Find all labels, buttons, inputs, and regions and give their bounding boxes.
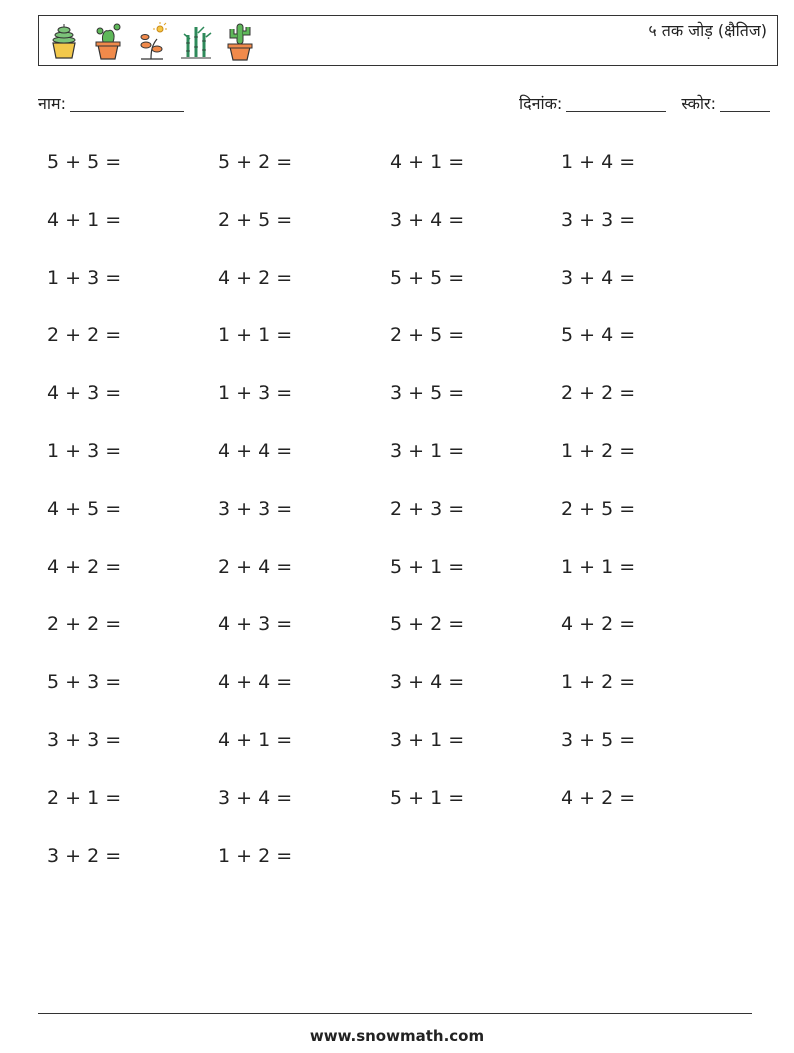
- problem-item: 4 + 2 =: [47, 555, 122, 578]
- problem-item: 5 + 1 =: [390, 555, 465, 578]
- problem-item: 5 + 5 =: [47, 151, 122, 173]
- problem-item: 3 + 4 =: [561, 266, 636, 289]
- problem-item: 3 + 1 =: [390, 729, 465, 751]
- worksheet-title: ५ तक जोड़ (क्षैतिज): [648, 21, 767, 40]
- problem-item: 2 + 1 =: [47, 786, 122, 809]
- problem-item: 1 + 2 =: [561, 671, 636, 694]
- problem-item: 3 + 3 =: [47, 729, 122, 751]
- problem-item: 5 + 5 =: [390, 266, 465, 289]
- problem-item: 2 + 2 =: [47, 324, 122, 347]
- problem-item: 2 + 2 =: [561, 382, 636, 405]
- problem-item: 1 + 1 =: [561, 555, 636, 578]
- problem-item: 1 + 1 =: [218, 324, 293, 347]
- footer-url: www.snowmath.com: [309, 1027, 485, 1045]
- problem-item: 2 + 4 =: [218, 555, 293, 578]
- name-label: नाम:: [38, 94, 66, 113]
- problem-item: 3 + 4 =: [390, 671, 465, 694]
- problem-item: 4 + 2 =: [561, 786, 636, 809]
- problem-item: 2 + 5 =: [218, 208, 293, 231]
- problem-item: 4 + 3 =: [218, 613, 293, 636]
- problem-item: 4 + 4 =: [218, 440, 293, 462]
- problem-item: 3 + 4 =: [390, 208, 465, 231]
- problem-item: 2 + 2 =: [47, 613, 122, 636]
- problem-item: 2 + 5 =: [390, 324, 465, 347]
- problem-item: 4 + 2 =: [561, 613, 636, 636]
- problem-item: 5 + 2 =: [390, 613, 465, 636]
- problem-item: 4 + 1 =: [390, 151, 465, 173]
- problem-item: 1 + 3 =: [47, 266, 122, 289]
- problem-item: 3 + 5 =: [390, 382, 465, 405]
- problem-item: 1 + 4 =: [561, 151, 636, 173]
- problem-item: 3 + 3 =: [561, 208, 636, 231]
- problem-item: 3 + 2 =: [47, 844, 122, 867]
- footer-divider: [38, 1013, 752, 1014]
- problem-item: 4 + 1 =: [47, 208, 122, 231]
- problem-item: 4 + 1 =: [218, 729, 293, 751]
- problem-item: 3 + 4 =: [218, 786, 293, 809]
- problem-item: 4 + 5 =: [47, 497, 122, 520]
- problem-item: 3 + 1 =: [390, 440, 465, 462]
- problem-item: 3 + 5 =: [561, 729, 636, 751]
- problem-item: 5 + 3 =: [47, 671, 122, 694]
- problem-item: 1 + 3 =: [47, 440, 122, 462]
- problem-item: 5 + 2 =: [218, 151, 293, 173]
- problem-item: 1 + 2 =: [561, 440, 636, 462]
- problem-item: 5 + 4 =: [561, 324, 636, 347]
- problem-item: 2 + 3 =: [390, 497, 465, 520]
- problem-item: 1 + 3 =: [218, 382, 293, 405]
- problem-item: 1 + 2 =: [218, 844, 293, 867]
- problem-item: 4 + 4 =: [218, 671, 293, 694]
- problem-item: 2 + 5 =: [561, 497, 636, 520]
- score-label: स्कोर:: [681, 94, 716, 113]
- problem-item: 4 + 2 =: [218, 266, 293, 289]
- problem-item: 3 + 3 =: [218, 497, 293, 520]
- problem-item: 4 + 3 =: [47, 382, 122, 405]
- problem-item: 5 + 1 =: [390, 786, 465, 809]
- date-label: दिनांक:: [518, 94, 563, 113]
